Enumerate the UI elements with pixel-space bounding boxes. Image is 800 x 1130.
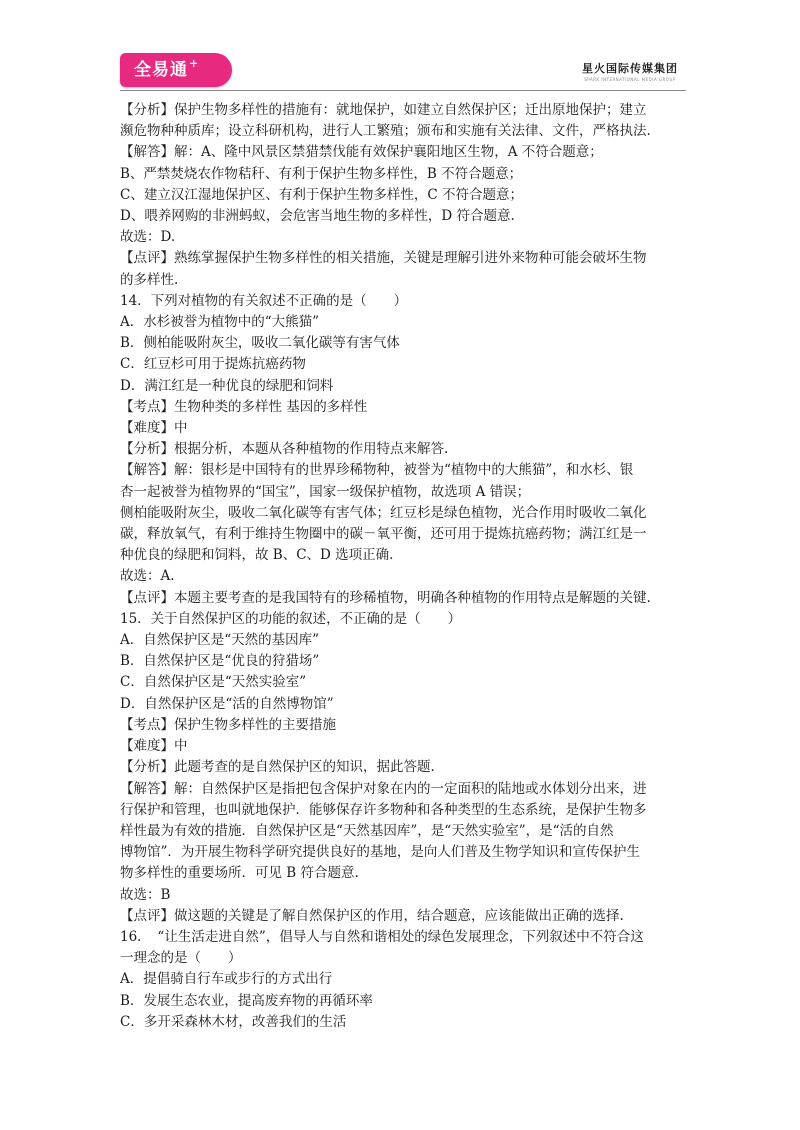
- text-line: 【点评】本题主要考查的是我国特有的珍稀植物，明确各种植物的作用特点是解题的关键.: [120, 589, 651, 606]
- text-line: 【分析】保护生物多样性的措施有：就地保护，如建立自然保护区；迁出原地保护；建立: [120, 102, 647, 118]
- text-line: C．红豆杉可用于提炼抗癌药物: [120, 356, 306, 373]
- text-line: B．自然保护区是“优良的狩猎场”: [120, 653, 320, 670]
- publisher-name: 星火国际传媒集团: [582, 62, 678, 75]
- logo-text: 全易通: [134, 60, 188, 80]
- text-line: 【考点】保护生物多样性的主要措施: [120, 716, 336, 733]
- text-line: 博物馆”．为开展生物科学研究提供良好的基地，是向人们普及生物学知识和宣传保护生: [120, 844, 640, 861]
- text-line: A．提倡骑自行车或步行的方式出行: [120, 971, 333, 988]
- text-line: 一理念的是（ ）: [120, 950, 242, 967]
- text-line: B、严禁焚烧农作物秸秆、有利于保护生物多样性，B 不符合题意；: [120, 165, 523, 182]
- text-line: 15．关于自然保护区的功能的叙述，不正确的是（ ）: [120, 610, 462, 627]
- text-line: 样性最为有效的措施．自然保护区是“天然基因库”，是“天然实验室”，是“活的自然: [120, 822, 614, 839]
- text-line: D、喂养网购的非洲蚂蚁，会危害当地生物的多样性，D 符合题意.: [120, 208, 515, 225]
- text-line: 侧柏能吸附灰尘，吸收二氧化碳等有害气体；红豆杉是绿色植物，光合作用时吸收二氧化: [120, 504, 647, 521]
- text-line: B．侧柏能吸附灰尘，吸收二氧化碳等有害气体: [120, 335, 400, 352]
- text-line: 【难度】中: [120, 738, 188, 755]
- text-line: 【分析】此题考查的是自然保护区的知识，据此答题.: [120, 759, 435, 776]
- publisher-name-en: SPARK INTERNATIONAL MEDIA GROUP: [584, 77, 676, 82]
- publisher-brand: [575, 60, 685, 82]
- text-line: 14．下列对植物的有关叙述不正确的是（ ）: [120, 292, 408, 309]
- document-body: [120, 100, 686, 1033]
- text-line: 种优良的绿肥和饲料，故 B、C、D 选项正确.: [120, 547, 394, 564]
- logo-plus: +: [189, 57, 200, 70]
- text-line: 碳，释放氧气，有利于维持生物圈中的碳－氧平衡，还可用于提炼抗癌药物；满江红是一: [120, 526, 647, 543]
- text-line: 故选：D.: [120, 229, 176, 246]
- text-line: D．满江红是一种优良的绿肥和饲料: [120, 377, 334, 394]
- text-line: B．发展生态农业，提高废弃物的再循环率: [120, 992, 373, 1009]
- text-line: 16． “让生活走进自然”，倡导人与自然和谐相处的绿色发展理念，下列叙述中不符合这: [120, 928, 644, 945]
- text-line: 【解答】解：A、隆中风景区禁猎禁伐能有效保护襄阳地区生物，A 不符合题意；: [120, 144, 603, 161]
- text-line: A．自然保护区是“天然的基因库”: [120, 632, 320, 649]
- text-line: 【点评】做这题的关键是了解自然保护区的作用，结合题意，应该能做出正确的选择.: [120, 907, 624, 924]
- header-divider: [120, 90, 686, 91]
- text-line: 的多样性.: [120, 271, 179, 288]
- text-line: 行保护和管理，也叫就地保护．能够保存许多物种和各种类型的生态系统，是保护生物多: [120, 801, 647, 818]
- text-line: 【解答】解：银杉是中国特有的世界珍稀物种，被誉为“植物中的大熊猫”，和水杉、银: [120, 462, 634, 479]
- text-line: 杏一起被誉为植物界的“国宝”，国家一级保护植物，故选项 A 错误；: [120, 483, 531, 500]
- text-line: 【分析】根据分析，本题从各种植物的作用特点来解答.: [120, 441, 449, 458]
- text-line: D．自然保护区是“活的自然博物馆”: [120, 695, 334, 712]
- text-line: 【解答】解：自然保护区是指把包含保护对象在内的一定面积的陆地或水体划分出来，进: [120, 780, 647, 797]
- brand-logo: [120, 53, 232, 87]
- text-line: 物多样性的重要场所．可见 B 符合题意.: [120, 865, 359, 882]
- text-line: 故选：A.: [120, 568, 175, 585]
- page-header: [0, 0, 800, 100]
- text-line: 故选：B: [120, 886, 171, 903]
- text-line: A．水杉被誉为植物中的“大熊猫”: [120, 314, 320, 331]
- text-line: 濒危物种种质库；设立科研机构，进行人工繁殖；颁布和实施有关法律、文件，严格执法.: [120, 123, 651, 140]
- text-line: C、建立汉江湿地保护区、有利于保护生物多样性，C 不符合题意；: [120, 186, 523, 203]
- text-line: C．多开采森林木材，改善我们的生活: [120, 1013, 347, 1030]
- text-line: 【考点】生物种类的多样性 基因的多样性: [120, 398, 368, 415]
- text-line: 【点评】熟练掌握保护生物多样性的相关措施，关键是理解引进外来物种可能会破坏生物: [120, 250, 647, 267]
- text-line: C．自然保护区是“天然实验室”: [120, 674, 307, 691]
- text-line: 【难度】中: [120, 420, 188, 437]
